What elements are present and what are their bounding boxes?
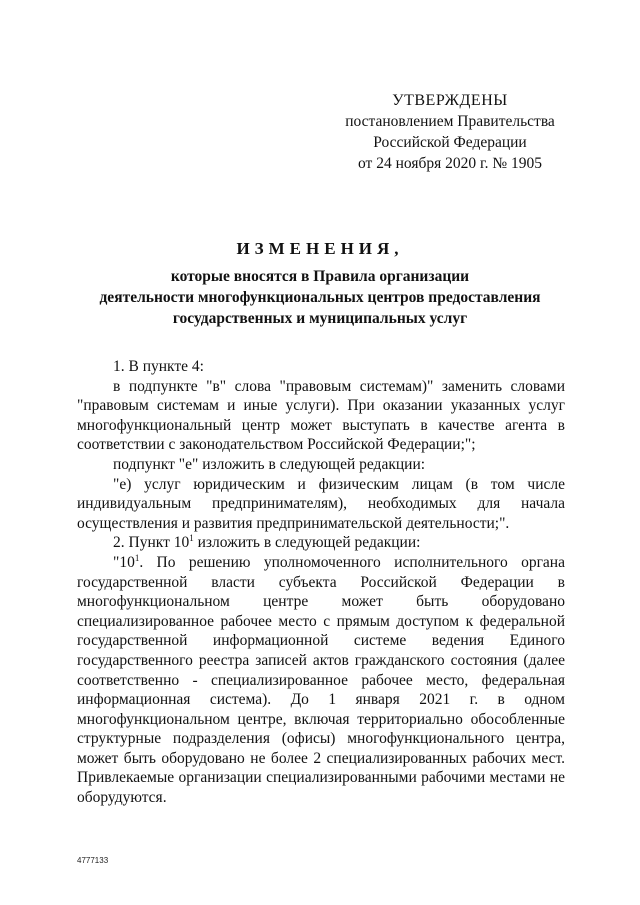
subtitle-line-1: которые вносятся в Правила организации bbox=[170, 268, 470, 285]
paragraph-6-text-b: . По решению уполномоченного исполнительного органа государственной власти субъекта Российской Федерации в многофункциональном центре может быть оборудовано специализированное рабочее место с прямым доступом к федеральной государственной информационной системе ведения Единого государственного реестра записей актов гражданского состояния (далее соответственно - специализированное рабочее место, федеральная информационная система). До 1 января 2021 г. в одном многофункциональном центре, включая территориально обособленные структурные подразделения (офисы) многофункционального центра, может быть оборудовано не более 2 специализированных рабочих мест. Привлекаемые организации специализированными рабочими местами не оборудуются. bbox=[77, 553, 565, 807]
paragraph-2: в подпункте "в" слова "правовым системам)" заменить словами "правовым системам и иные услуги). При оказании указанных услуг многофункциональный центр может выступать в качестве агента в соответствии с законодательством Российской Федерации;"; bbox=[77, 377, 565, 454]
document-subtitle bbox=[60, 266, 580, 329]
paragraph-5-text-b: изложить в следующей редакции: bbox=[193, 534, 421, 552]
approval-heading: УТВЕРЖДЕНЫ bbox=[392, 92, 508, 109]
document-body bbox=[77, 357, 565, 808]
approval-line-3: от 24 ноября 2020 г. № 1905 bbox=[358, 155, 542, 172]
paragraph-6-sup: 1 bbox=[134, 552, 140, 563]
paragraph-3: подпункт "е" изложить в следующей редакции: bbox=[113, 455, 426, 473]
document-title: ИЗМЕНЕНИЯ, bbox=[236, 239, 404, 258]
approval-line-1: постановлением Правительства bbox=[345, 113, 555, 130]
subtitle-line-3: государственных и муниципальных услуг bbox=[172, 310, 468, 327]
paragraph-4: "е) услуг юридическим и физическим лицам (в том числе индивидуальным предпринимателям), необходимых для начала осуществления и развития предпринимательской деятельности;". bbox=[77, 475, 565, 532]
paragraph-6 bbox=[77, 553, 565, 808]
paragraph-6-text-a: "10 bbox=[113, 553, 135, 571]
paragraph-5-text-a: 2. Пункт 10 bbox=[113, 534, 190, 552]
footer-code: 4777133 bbox=[77, 856, 109, 865]
paragraph-5-sup: 1 bbox=[189, 533, 194, 544]
paragraph-5 bbox=[77, 533, 565, 553]
subtitle-line-2: деятельности многофункциональных центров предоставления bbox=[99, 289, 541, 306]
paragraph-1: 1. В пункте 4: bbox=[113, 358, 204, 375]
approval-line-2: Российской Федерации bbox=[373, 134, 527, 151]
approval-block bbox=[330, 90, 570, 174]
